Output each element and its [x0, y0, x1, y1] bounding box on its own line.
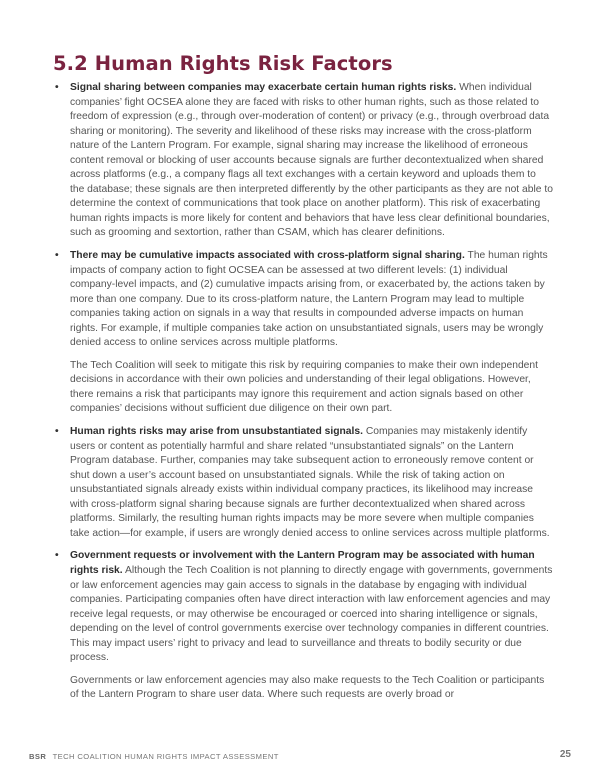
paragraph	[70, 549, 553, 665]
footer-brand: BSR	[29, 752, 47, 761]
paragraph	[70, 249, 553, 351]
list-item-signal-sharing	[53, 81, 553, 241]
paragraph: Governments or law enforcement agencies may also make requests to the Tech Coalition or participants of the Lantern Program to share user data. Where such requests are overly broad or	[70, 674, 545, 701]
list-item-unsubstantiated-signals	[53, 425, 553, 541]
list-item-government-requests	[53, 549, 553, 702]
page-number: 25	[559, 749, 571, 760]
list-item-cumulative-impacts	[53, 249, 553, 417]
risk-factors-list	[53, 81, 553, 711]
bullet-body: The human rights impacts of company action to fight OCSEA can be assessed at two different levels: (1) individual company-level impacts, and (2) cumulative impacts arising from, or exacerbated by, the actions taken by more than one company. Due to its cross-platform nature, the Lantern Program may lead to multiple companies taking action on signals in a way that results in compounded adverse impacts on human rights. For example, if multiple companies take action on unsubstantiated signals, users may be wrongly denied access to online services across multiple platforms.	[70, 250, 548, 349]
paragraph: The Tech Coalition will seek to mitigate this risk by requiring companies to make their own independent decisions in accordance with their own policies and understanding of their legal obligations. However, there remains a risk that participants may ignore this requirement and action signals based on other companies’ decisions without sufficient due diligence on their own part.	[70, 359, 538, 415]
page-footer	[29, 752, 279, 761]
paragraph	[70, 81, 553, 241]
bullet-icon: •	[55, 250, 59, 262]
bullet-lead: Human rights risks may arise from unsubstantiated signals.	[70, 426, 363, 438]
bullet-lead: There may be cumulative impacts associated with cross-platform signal sharing.	[70, 250, 465, 262]
bullet-body: Companies may mistakenly identify users or content as potentially harmful and share related “unsubstantiated signals” on the Lantern Program database. Further, companies may take subsequent action to erroneously remove content or shut down a user’s account based on unsubstantiated signals. While the risk of taking action on unsubstantiated signals already exists within individual company practices, its likelihood may increase with cross-platform signal sharing because signals are further decontextualized when shared across platforms. Similarly, the resulting human rights impacts may be more severe when multiple companies take action—for example, if users are wrongly denied access to online services across multiple platforms.	[70, 426, 550, 539]
page-title: 5.2 Human Rights Risk Factors	[53, 52, 393, 75]
bullet-lead: Signal sharing between companies may exacerbate certain human rights risks.	[70, 82, 457, 93]
bullet-icon: •	[55, 426, 59, 438]
paragraph	[70, 425, 553, 541]
bullet-lead: Government requests or involvement with the Lantern Program may be associated with human rights risk.	[70, 550, 535, 576]
bullet-body: Although the Tech Coalition is not planning to directly engage with governments, governments or law enforcement agencies may gain access to signals in the database by engaging with individual companies. Participating companies often have direct interaction with law enforcement agencies and may receive legal requests, or may otherwise be encouraged or coerced into sharing intelligence or signals, depending on the level of control governments exercise over technology companies in different countries. This may impact users’ right to privacy and lead to surveillance and threats to bodily security or due process.	[70, 564, 553, 664]
footer-document-title: TECH COALITION HUMAN RIGHTS IMPACT ASSESSMENT	[52, 752, 279, 761]
bullet-body: When individual companies’ fight OCSEA alone they are faced with risks to other human rights, such as those related to freedom of expression (e.g., through over-moderation of content) or privacy (e.g., through overbroad data sharing or monitoring). The severity and likelihood of these risks may increase with the cross-platform nature of the Lantern Program. For example, signal sharing may increase the likelihood of erroneous content removal or blocking of user accounts because signals are further decontextualized when shared across platforms (e.g., a company flags all text exchanges with a certain keyword and uploads them to the database; these signals are then interpreted differently by the other participants as they are not able to determine the context of communications that took place on another platform). This risk of exacerbating human rights impacts is more likely for content and behaviors that have less clear definitional boundaries, such as grooming and sextortion, rather than CSAM, which has clearer definitions.	[70, 82, 553, 239]
bullet-icon: •	[55, 82, 59, 93]
bullet-icon: •	[55, 550, 59, 562]
